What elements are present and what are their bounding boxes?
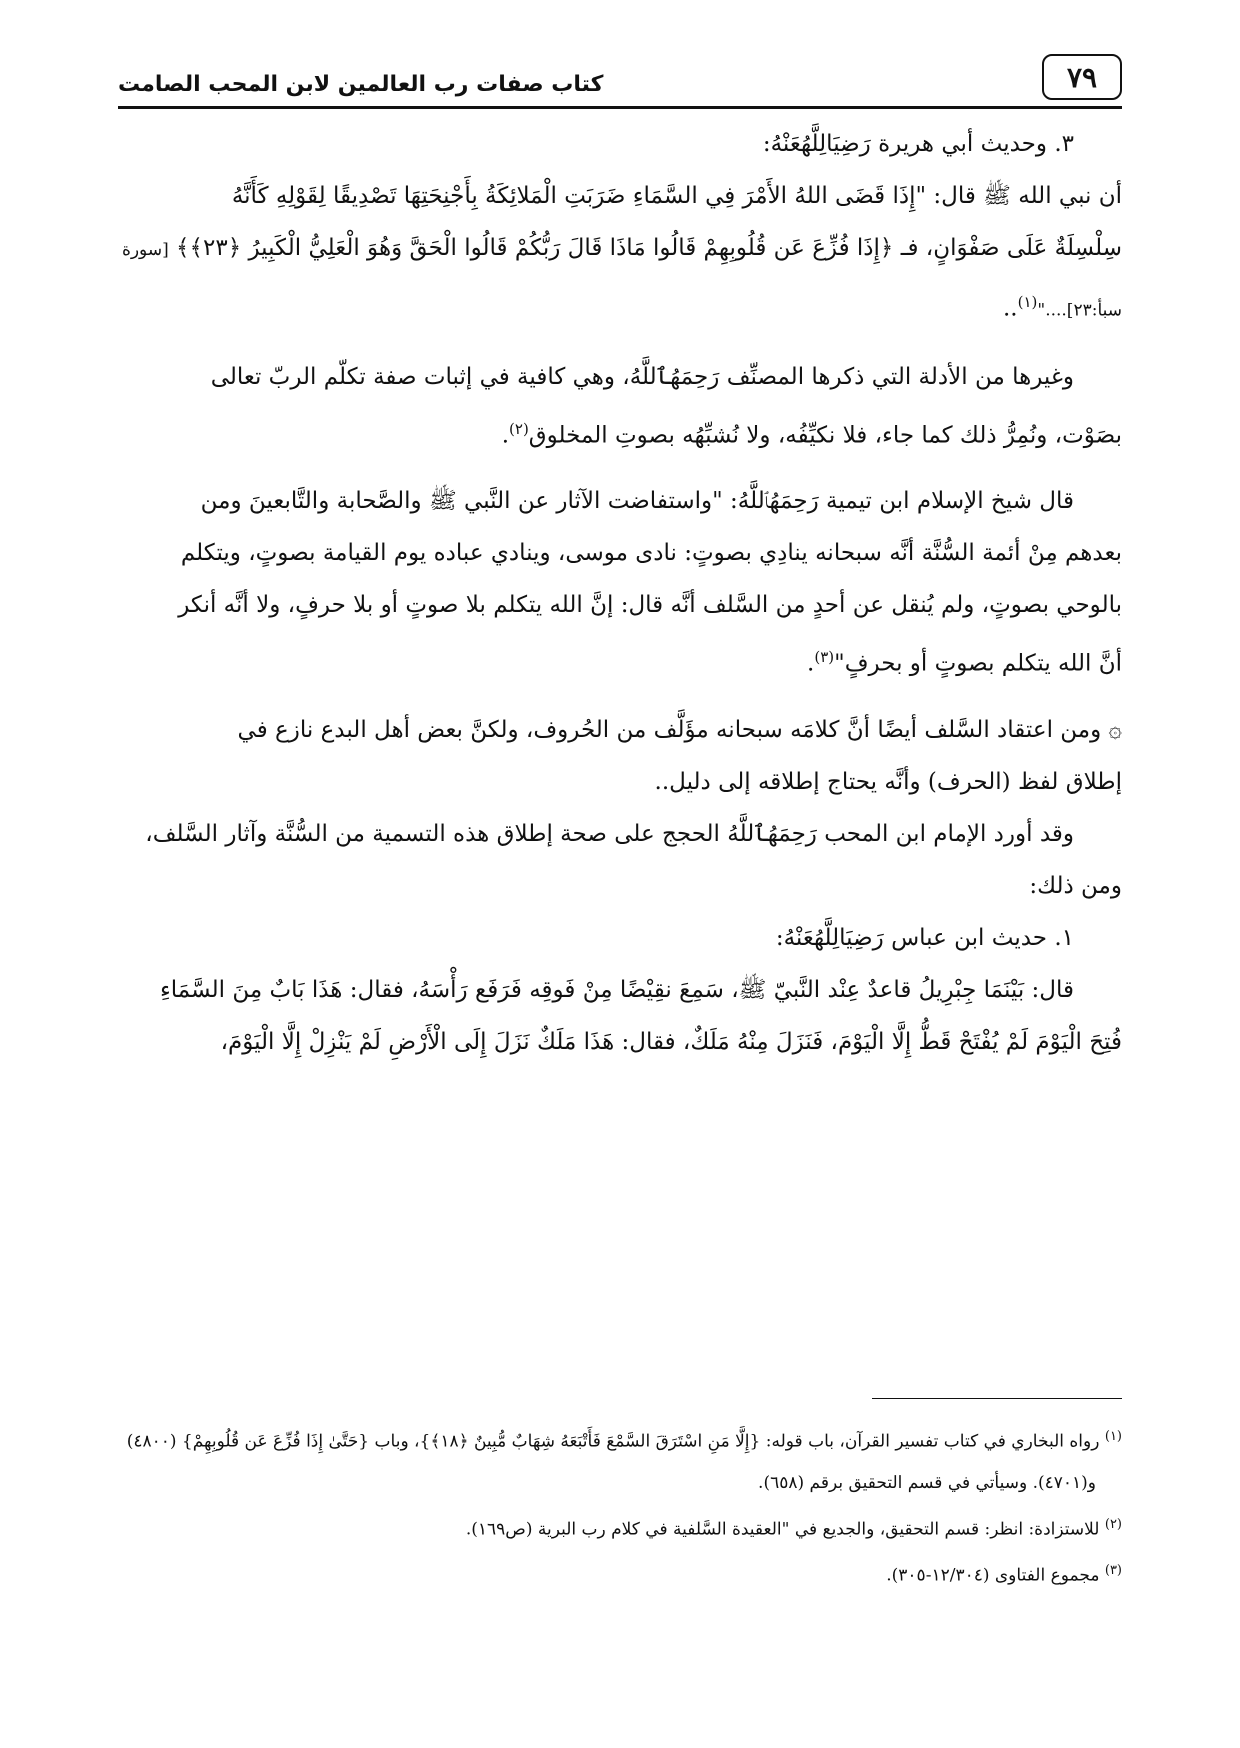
- hadith-heading-ibn-abbas: ١. حديث ابن عباس رَضِيَالِلَّهُعَنْهُ:: [775, 924, 1074, 951]
- footnote-text: رواه البخاري في كتاب تفسير القرآن، باب قوله: {إِلَّا مَنِ اسْتَرَقَ السَّمْعَ فَأَتْبَعَهُ شِهَابٌ مُّبِينٌ ﴿١٨﴾}، وباب {حَتَّىٰ إِذَا فُزِّعَ عَن قُلُوبِهِمْ} (٤٨٠٠): [126, 1431, 1100, 1452]
- footnote-marker: (١): [1017, 293, 1038, 311]
- footnote-number: (١): [1104, 1429, 1122, 1444]
- footnote-text: مجموع الفتاوى (١٢/٣٠٤-٣٠٥).: [886, 1565, 1100, 1586]
- footnote-3: [118, 1550, 1122, 1597]
- text-line: قال شيخ الإسلام ابن تيمية رَحِمَهُٱللَّهُ: "واستفاضت الآثار عن النَّبي ﷺ والصَّحابة والتَّابعينَ ومن: [200, 488, 1074, 515]
- surah-reference: [سورة: [121, 240, 169, 260]
- footnote-marker: (٢): [509, 419, 529, 438]
- text-line: إطلاق لفظ (الحرف) وأنَّه يحتاج إطلاقه إلى دليل..: [654, 768, 1122, 795]
- text-line: بعدهم مِنْ أئمة السُّنَّة أنَّه سبحانه ينادِي بصوتٍ: نادى موسى، وينادي عباده يوم القيامة بصوتٍ، ويتكلم: [180, 540, 1122, 567]
- text-line: بالوحي بصوتٍ، ولم يُنقل عن أحدٍ من السَّلف أنَّه قال: إنَّ الله يتكلم بلا صوتٍ أو بلا حرفٍ، ولا أنَّه أنكر: [178, 592, 1122, 619]
- text-line: [118, 403, 1122, 462]
- header-rule: [118, 106, 1122, 109]
- main-text: [118, 118, 1122, 1068]
- quran-verse-line: سِلْسِلَةٌ عَلَى صَفْوَانٍ، فـ ﴿إِذَا فُزِّعَ عَن قُلُوبِهِمْ قَالُوا مَاذَا قَالَ رَبُّكُمْ قَالُوا الْحَقَّ وَهُوَ الْعَلِيُّ الْكَبِيرُ ﴿٢٣﴾﴾: [176, 235, 1122, 261]
- text-line: ومن ذلك:: [1029, 872, 1122, 899]
- text-line: وغيرها من الأدلة التي ذكرها المصنِّف رَحِمَهُٱللَّهُ، وهي كافية في إثبات صفة تكلّم الربّ تعالى: [210, 363, 1074, 390]
- surah-reference-end: سبأ:٢٣]....": [1037, 300, 1122, 321]
- footnote-1: [118, 1416, 1122, 1463]
- text-line: قال: بَيْنَمَا جِبْرِيلُ قاعدٌ عِنْد النَّبيّ ﷺ، سَمِعَ نقِيْضًا مِنْ فَوقِه فَرَفَع رَأْسَهُ، فقال: هَذَا بَابٌ مِنَ السَّمَاءِ: [159, 976, 1074, 1003]
- page-header: [118, 50, 1122, 108]
- text-line: فُتِحَ الْيَوْمَ لَمْ يُفْتَحْ قَطُّ إِلَّا الْيَوْمَ، فَنَزَلَ مِنْهُ مَلَكٌ، فقال: هَذَا مَلَكٌ نَزَلَ إِلَى الْأَرْضِ لَمْ يَنْزِلْ إِلَّا الْيَوْمَ،: [220, 1028, 1122, 1055]
- text-line: [118, 222, 1122, 276]
- footnote-rule: [872, 1398, 1122, 1399]
- text-fragment: بصَوْت، ونُمِرُّ ذلك كما جاء، فلا نكيِّفُه، ولا نُشبِّهُه بصوتِ المخلوق: [528, 422, 1122, 449]
- text-line: وقد أورد الإمام ابن المحب رَحِمَهُٱللَّهُ الحجج على صحة إطلاق هذه التسمية من السُّنَّة وآثار السَّلف،: [145, 820, 1074, 847]
- footnote-1-continued: و(٤٧٠١). وسيأتي في قسم التحقيق برقم (٦٥٨).: [758, 1472, 1096, 1493]
- text-line: [118, 631, 1122, 690]
- text-line: أن نبي الله ﷺ قال: "إِذَا قَضَى اللهُ الأَمْرَ فِي السَّمَاءِ ضَرَبَتِ الْمَلائِكَةُ بِأَجْنِحَتِهَا تَصْدِيقًا لِقَوْلِهِ كَأَنَّهُ: [231, 183, 1122, 209]
- text-fragment: .: [501, 422, 510, 449]
- text-fragment: ..: [1002, 295, 1018, 322]
- page-number: ٧٩: [1042, 54, 1122, 100]
- footnote-number: (٣): [1104, 1563, 1122, 1579]
- footnote-number: (٢): [1104, 1516, 1122, 1532]
- book-title: كتاب صفات رب العالمين لابن المحب الصامت: [118, 72, 604, 97]
- text-fragment: .: [807, 650, 815, 677]
- footnote-2: [118, 1504, 1122, 1551]
- footnote-text: للاستزادة: انظر: قسم التحقيق، والجديع في "العقيدة السَّلفية في كلام رب البرية (ص١٦٩).: [465, 1519, 1100, 1540]
- footnote-marker: (٣): [814, 648, 835, 667]
- text-fragment: أنَّ الله يتكلم بصوتٍ أو بحرفٍ": [834, 650, 1122, 677]
- text-line: [118, 276, 1122, 337]
- hadith-heading-abu-hurayra: ٣. وحديث أبي هريرة رَضِيَالِلَّهُعَنْهُ:: [762, 131, 1074, 157]
- footnotes: [118, 1416, 1122, 1597]
- text-line: ۞ ومن اعتقاد السَّلف أيضًا أنَّ كلامَه سبحانه مؤَلَّف من الحُروف، ولكنَّ بعض أهل البدع نازع في: [237, 716, 1122, 743]
